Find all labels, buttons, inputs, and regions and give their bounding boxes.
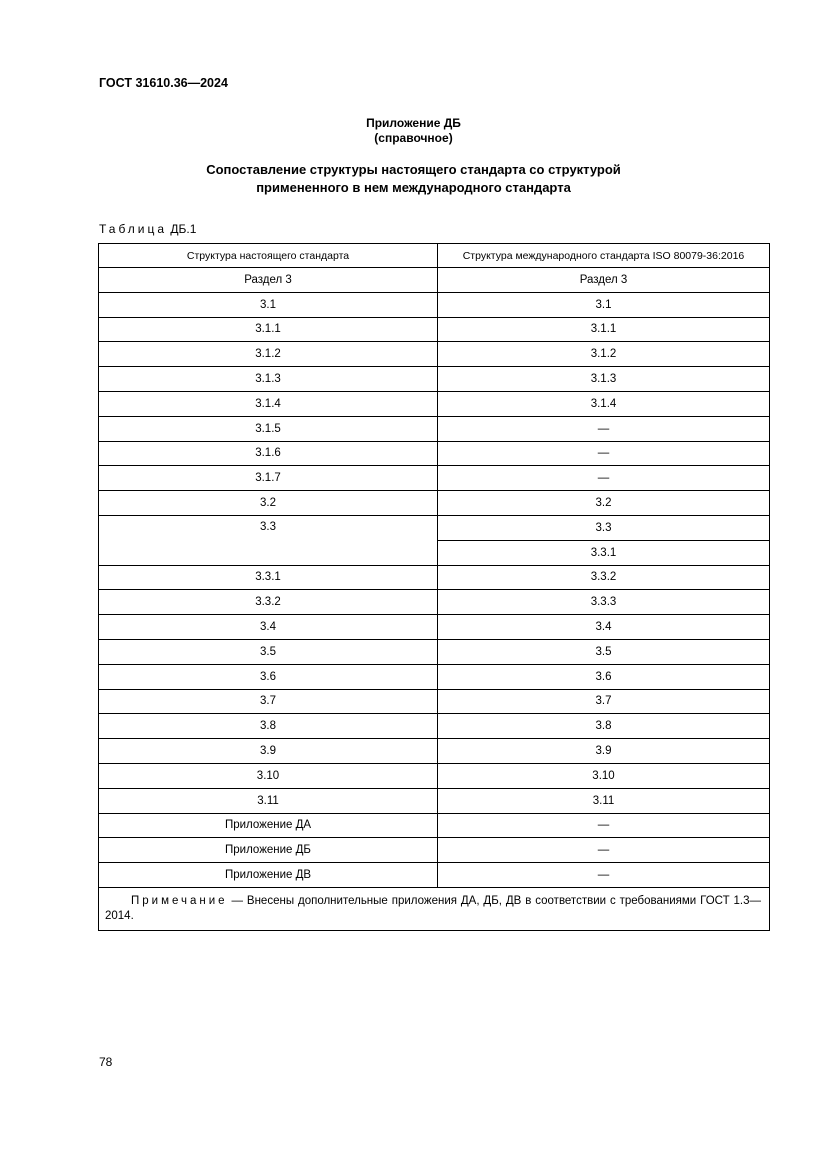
table-row — [99, 763, 770, 788]
table-row — [99, 788, 770, 813]
table-row — [99, 268, 770, 293]
table-cell: 3.11 — [99, 788, 438, 813]
table-cell: 3.10 — [99, 763, 438, 788]
appendix-heading — [0, 116, 827, 146]
document-code: ГОСТ 31610.36—2024 — [99, 76, 228, 90]
table-cell: — — [438, 863, 770, 888]
table-cell: 3.1.3 — [438, 367, 770, 392]
table-cell: 3.9 — [438, 739, 770, 764]
table-row — [99, 838, 770, 863]
table-row — [99, 739, 770, 764]
table-note-row — [99, 887, 770, 930]
table-cell: 3.5 — [99, 639, 438, 664]
table-row — [99, 813, 770, 838]
table-cell: 3.1.4 — [99, 391, 438, 416]
table-cell: 3.3.2 — [438, 565, 770, 590]
table-caption — [99, 222, 196, 236]
table-cell: 3.3.2 — [99, 590, 438, 615]
table-row — [99, 639, 770, 664]
table-row — [99, 689, 770, 714]
table-cell: — — [438, 813, 770, 838]
table-caption-number: ДБ.1 — [170, 222, 197, 236]
title-line-2: примененного в нем международного стандарта — [256, 180, 571, 195]
table-header-row — [99, 244, 770, 268]
table-row — [99, 590, 770, 615]
table-cell: 3.3.1 — [99, 565, 438, 590]
table-cell: 3.1 — [99, 292, 438, 317]
table-row — [99, 342, 770, 367]
table-cell: 3.1.5 — [99, 416, 438, 441]
table-cell: 3.2 — [438, 491, 770, 516]
table-row — [99, 391, 770, 416]
table-cell: — — [438, 416, 770, 441]
table-row — [99, 441, 770, 466]
structure-comparison-table — [98, 243, 770, 931]
table-cell: 3.1.7 — [99, 466, 438, 491]
table-cell: 3.6 — [99, 664, 438, 689]
table-cell: — — [438, 838, 770, 863]
table-cell: 3.11 — [438, 788, 770, 813]
table-note — [99, 887, 770, 930]
table-cell: Приложение ДВ — [99, 863, 438, 888]
table-cell: 3.1.6 — [99, 441, 438, 466]
table-cell: — — [438, 466, 770, 491]
column-header: Структура настоящего стандарта — [99, 244, 438, 268]
table-cell: 3.8 — [438, 714, 770, 739]
table-row — [99, 515, 770, 540]
table-cell: 3.4 — [99, 615, 438, 640]
table-cell: 3.5 — [438, 639, 770, 664]
page-number: 78 — [99, 1055, 113, 1069]
table-cell: 3.6 — [438, 664, 770, 689]
table-cell: Приложение ДБ — [99, 838, 438, 863]
table-row — [99, 367, 770, 392]
table-cell: 3.1.2 — [438, 342, 770, 367]
appendix-title: Приложение ДБ — [366, 116, 461, 130]
table-cell: 3.1.1 — [99, 317, 438, 342]
table-row — [99, 863, 770, 888]
table-cell: 3.2 — [99, 491, 438, 516]
table-row — [99, 565, 770, 590]
table-cell: 3.8 — [99, 714, 438, 739]
note-label: Примечание — [131, 894, 228, 907]
table-cell: 3.3 — [438, 515, 770, 540]
table-cell: 3.3.1 — [438, 540, 770, 565]
table-row — [99, 416, 770, 441]
table-cell: Раздел 3 — [438, 268, 770, 293]
table-cell: 3.7 — [99, 689, 438, 714]
table-cell: 3.9 — [99, 739, 438, 764]
table-cell: 3.10 — [438, 763, 770, 788]
appendix-subtitle: (справочное) — [374, 131, 453, 145]
table-row — [99, 491, 770, 516]
table-caption-word: Таблица — [99, 222, 168, 236]
table-cell: 3.4 — [438, 615, 770, 640]
column-header: Структура международного стандарта ISO 80079-36:2016 — [438, 244, 770, 268]
table-cell: 3.7 — [438, 689, 770, 714]
page-title — [0, 161, 827, 197]
table-row — [99, 615, 770, 640]
table-row — [99, 466, 770, 491]
table-cell: 3.1.3 — [99, 367, 438, 392]
table-row — [99, 292, 770, 317]
table-cell: 3.1.4 — [438, 391, 770, 416]
table-cell: 3.3 — [99, 515, 438, 565]
table-cell: Приложение ДА — [99, 813, 438, 838]
note-text: — Внесены дополнительные приложения ДА, ДБ, ДВ в соответствии с требованиями ГОСТ 1.3—2014. — [105, 894, 762, 922]
table-cell: 3.1.1 — [438, 317, 770, 342]
table-cell: 3.1.2 — [99, 342, 438, 367]
title-line-1: Сопоставление структуры настоящего стандарта со структурой — [206, 162, 621, 177]
table-cell: Раздел 3 — [99, 268, 438, 293]
table-row — [99, 664, 770, 689]
table-cell: 3.3.3 — [438, 590, 770, 615]
table-row — [99, 317, 770, 342]
table-cell: 3.1 — [438, 292, 770, 317]
table-row — [99, 714, 770, 739]
table-cell: — — [438, 441, 770, 466]
